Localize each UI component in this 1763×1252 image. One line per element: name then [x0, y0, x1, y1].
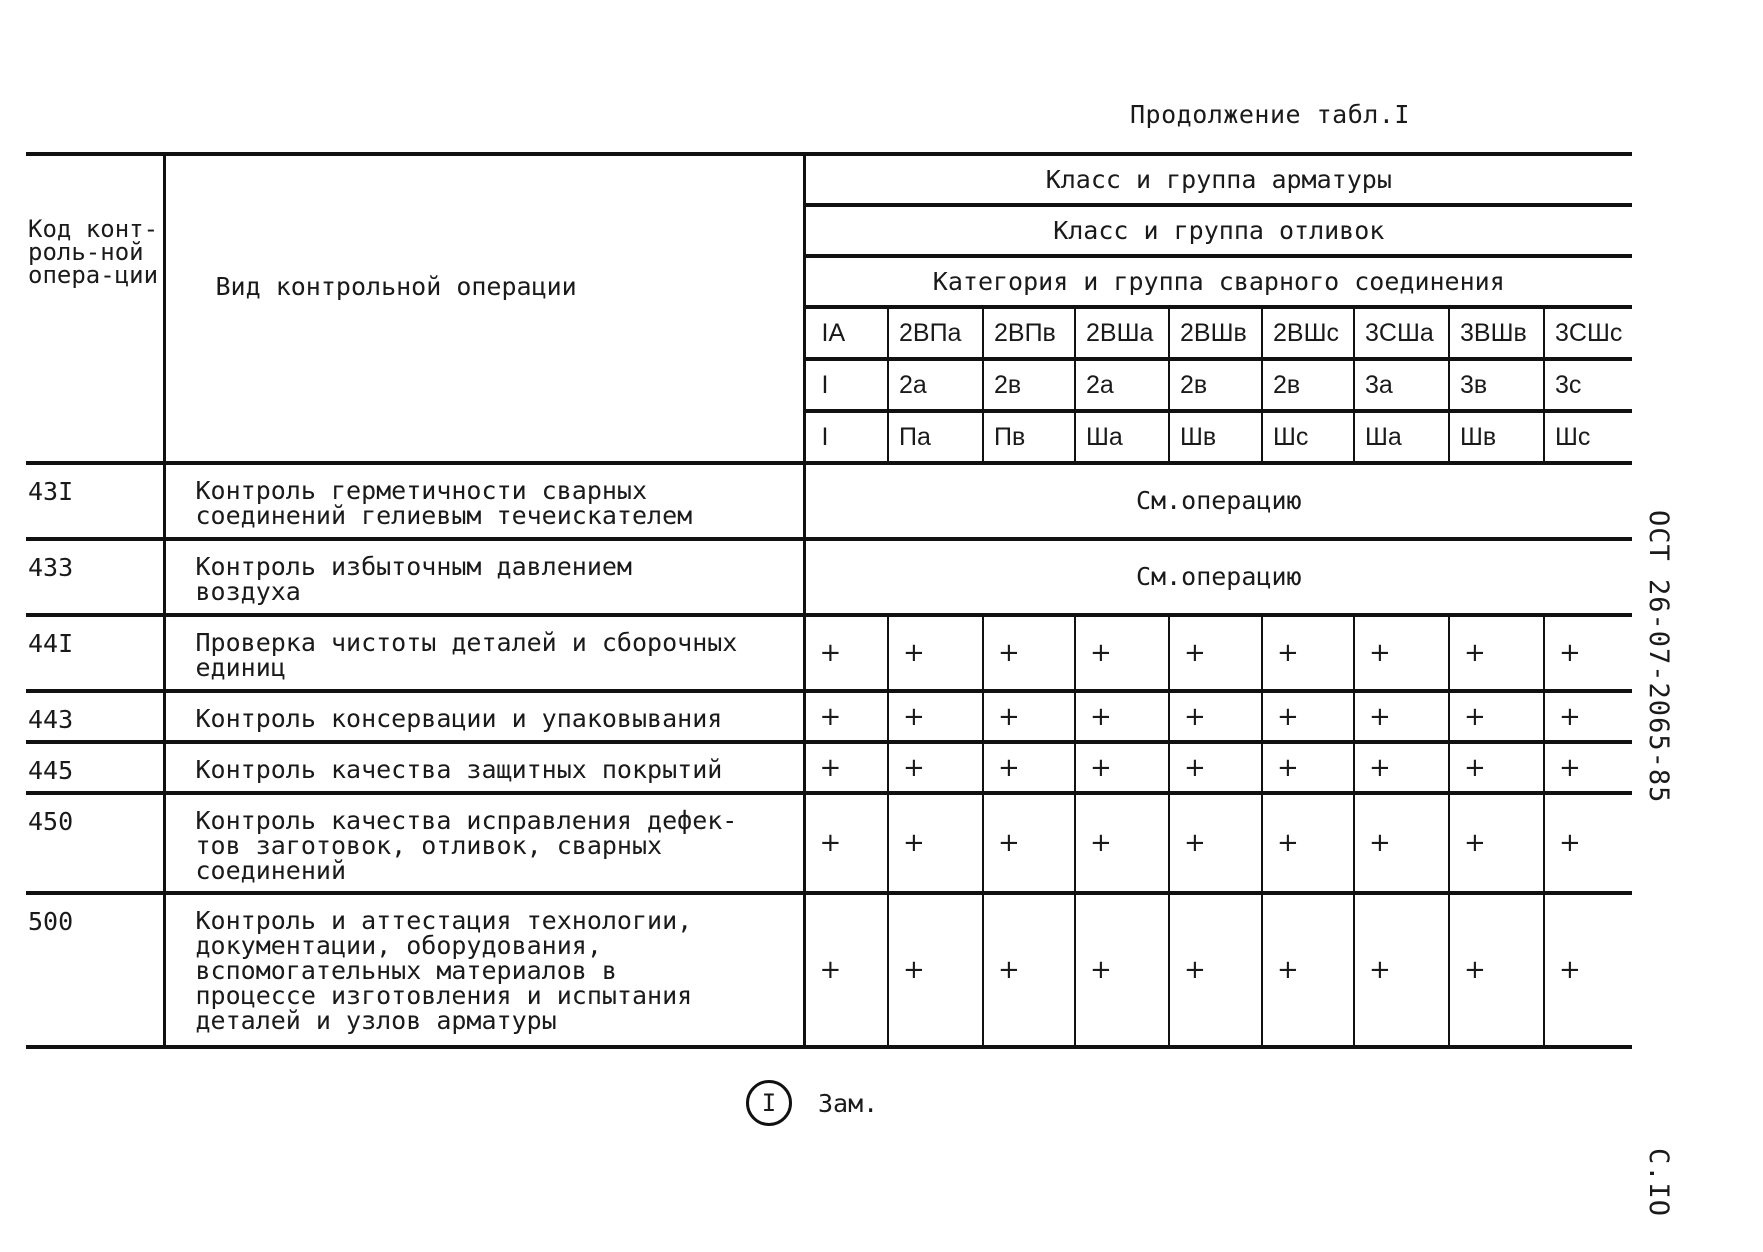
applicability-mark: +	[1354, 793, 1449, 893]
applicability-mark: +	[1075, 615, 1169, 691]
table-row	[26, 793, 1632, 893]
code-column-header: Код конт-роль-ной опера-ции	[26, 154, 164, 463]
operation-description	[164, 793, 804, 893]
operation-code: 44I	[26, 615, 164, 691]
applicability-mark: +	[1169, 742, 1262, 793]
operation-code: 433	[26, 539, 164, 615]
operation-column-header: Вид контрольной операции	[164, 154, 804, 463]
applicability-mark: +	[1449, 691, 1544, 742]
amendment-note-text: Зам.	[818, 1088, 879, 1118]
description-line: вспомогательных материалов в	[195, 956, 617, 985]
applicability-mark: +	[1169, 893, 1262, 1047]
applicability-mark: +	[1169, 793, 1262, 893]
see-operation-note: См.операцию	[804, 539, 1632, 615]
description-line: Контроль качества защитных покрытий	[195, 755, 723, 784]
table-row	[26, 615, 1632, 691]
valve-class-cell: IA	[804, 307, 888, 359]
valve-class-cell: 3СШс	[1544, 307, 1632, 359]
applicability-mark: +	[1262, 793, 1354, 893]
operation-code: 43I	[26, 463, 164, 539]
applicability-mark: +	[888, 742, 983, 793]
weld-category-group-header: Категория и группа сварного соединения	[804, 256, 1632, 307]
see-operation-note: См.операцию	[804, 463, 1632, 539]
valve-class-cell: 3СШа	[1354, 307, 1449, 359]
applicability-mark: +	[804, 793, 888, 893]
description-line: документации, оборудования,	[195, 931, 602, 960]
valve-class-cell: 3ВШв	[1449, 307, 1544, 359]
applicability-mark: +	[1544, 793, 1632, 893]
casting-class-cell: 2в	[1169, 359, 1262, 411]
casting-class-cell: 2в	[983, 359, 1075, 411]
casting-class-group-header: Класс и группа отливок	[804, 205, 1632, 256]
casting-class-cell: 2а	[888, 359, 983, 411]
weld-category-cell: Ша	[1354, 411, 1449, 463]
applicability-mark: +	[804, 742, 888, 793]
table-continuation-label: Продолжение табл.I	[1130, 100, 1410, 129]
valve-class-cell: 2ВПв	[983, 307, 1075, 359]
standard-designation: ОСТ 26-07-2065-85	[1643, 510, 1674, 804]
operation-code: 443	[26, 691, 164, 742]
operation-code: 450	[26, 793, 164, 893]
valve-class-cell: 2ВШв	[1169, 307, 1262, 359]
amendment-number-circle: I	[746, 1080, 792, 1126]
applicability-mark: +	[1354, 691, 1449, 742]
operation-description	[164, 893, 804, 1047]
operation-description	[164, 691, 804, 742]
weld-category-cell: Шв	[1169, 411, 1262, 463]
header-row-valve-group	[26, 154, 1632, 205]
applicability-mark: +	[1075, 793, 1169, 893]
applicability-mark: +	[1544, 893, 1632, 1047]
operation-code: 445	[26, 742, 164, 793]
valve-class-group-header: Класс и группа арматуры	[804, 154, 1632, 205]
description-line: единиц	[195, 653, 286, 682]
applicability-mark: +	[888, 793, 983, 893]
description-line: соединений гелиевым течеискателем	[195, 501, 693, 530]
applicability-mark: +	[1262, 691, 1354, 742]
operation-description	[164, 615, 804, 691]
description-line: Контроль и аттестация технологии,	[195, 906, 693, 935]
applicability-mark: +	[1075, 691, 1169, 742]
weld-category-cell: Шс	[1544, 411, 1632, 463]
weld-category-cell: Шс	[1262, 411, 1354, 463]
applicability-mark: +	[983, 793, 1075, 893]
page-number: С.IO	[1643, 1148, 1674, 1218]
description-line: Проверка чистоты деталей и сборочных	[195, 628, 738, 657]
casting-class-cell: 3с	[1544, 359, 1632, 411]
applicability-mark: +	[1544, 742, 1632, 793]
applicability-mark: +	[804, 893, 888, 1047]
table-row	[26, 539, 1632, 615]
applicability-mark: +	[1075, 893, 1169, 1047]
applicability-mark: +	[1262, 742, 1354, 793]
applicability-mark: +	[983, 615, 1075, 691]
operation-description	[164, 463, 804, 539]
applicability-mark: +	[1449, 893, 1544, 1047]
operation-code: 500	[26, 893, 164, 1047]
applicability-mark: +	[983, 691, 1075, 742]
applicability-mark: +	[1449, 615, 1544, 691]
applicability-mark: +	[983, 742, 1075, 793]
weld-category-cell: Пв	[983, 411, 1075, 463]
description-line: Контроль качества исправления дефек-	[195, 806, 738, 835]
description-line: соединений	[195, 856, 347, 885]
description-line: процессе изготовления и испытания	[195, 981, 693, 1010]
weld-category-cell: I	[804, 411, 888, 463]
applicability-mark: +	[804, 691, 888, 742]
control-operations-table	[26, 152, 1632, 1049]
table-row	[26, 893, 1632, 1047]
applicability-mark: +	[1262, 893, 1354, 1047]
valve-class-cell: 2ВШс	[1262, 307, 1354, 359]
applicability-mark: +	[1354, 615, 1449, 691]
applicability-mark: +	[1354, 742, 1449, 793]
applicability-mark: +	[1544, 691, 1632, 742]
applicability-mark: +	[888, 615, 983, 691]
applicability-mark: +	[888, 691, 983, 742]
operation-description	[164, 742, 804, 793]
description-line: тов заготовок, отливок, сварных	[195, 831, 663, 860]
applicability-mark: +	[1544, 615, 1632, 691]
applicability-mark: +	[983, 893, 1075, 1047]
weld-category-cell: Па	[888, 411, 983, 463]
weld-category-cell: Шв	[1449, 411, 1544, 463]
applicability-mark: +	[1354, 893, 1449, 1047]
description-line: Контроль избыточным давлением	[195, 552, 632, 581]
description-line: Контроль консервации и упаковывания	[195, 704, 723, 733]
casting-class-cell: 2в	[1262, 359, 1354, 411]
applicability-mark: +	[1075, 742, 1169, 793]
amendment-note	[746, 1080, 878, 1126]
applicability-mark: +	[888, 893, 983, 1047]
weld-category-cell: Ша	[1075, 411, 1169, 463]
applicability-mark: +	[1169, 691, 1262, 742]
description-line: воздуха	[195, 577, 301, 606]
casting-class-cell: 3а	[1354, 359, 1449, 411]
table-row	[26, 691, 1632, 742]
table-row	[26, 463, 1632, 539]
casting-class-cell: I	[804, 359, 888, 411]
description-line: Контроль герметичности сварных	[195, 476, 648, 505]
operation-description	[164, 539, 804, 615]
valve-class-cell: 2ВШа	[1075, 307, 1169, 359]
applicability-mark: +	[804, 615, 888, 691]
casting-class-cell: 2а	[1075, 359, 1169, 411]
casting-class-cell: 3в	[1449, 359, 1544, 411]
description-line: деталей и узлов арматуры	[195, 1006, 557, 1035]
table-row	[26, 742, 1632, 793]
applicability-mark: +	[1262, 615, 1354, 691]
applicability-mark: +	[1449, 793, 1544, 893]
applicability-mark: +	[1449, 742, 1544, 793]
applicability-mark: +	[1169, 615, 1262, 691]
valve-class-cell: 2ВПа	[888, 307, 983, 359]
